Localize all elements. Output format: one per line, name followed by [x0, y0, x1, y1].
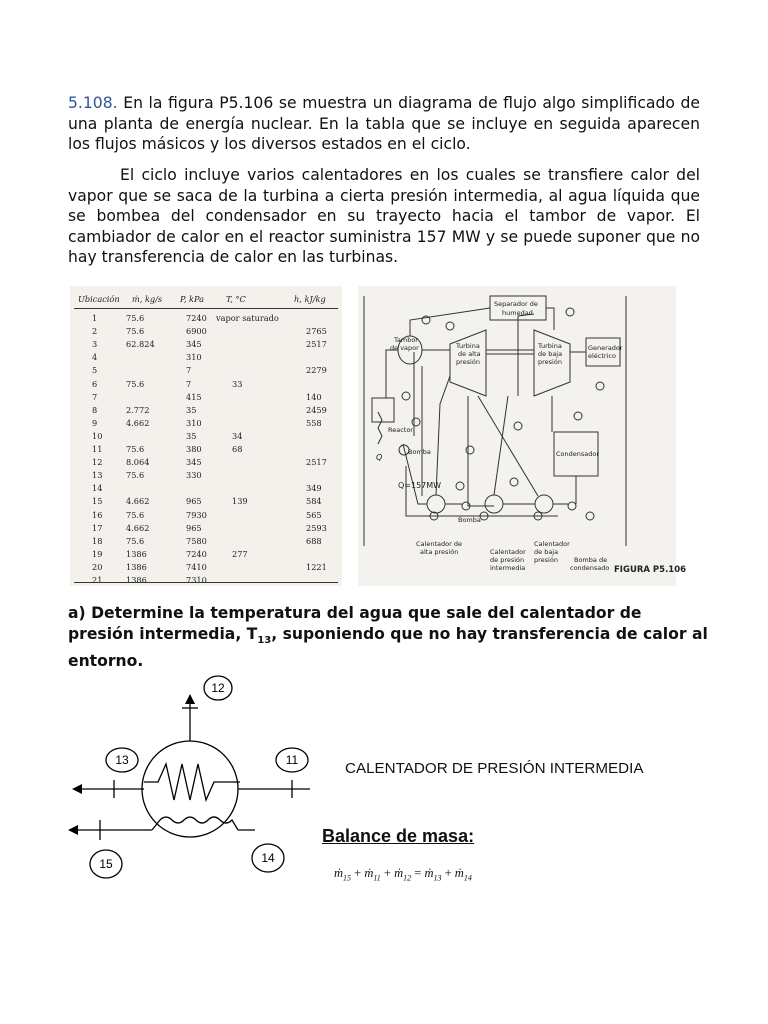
heater-lp-shape: [535, 495, 553, 513]
table-cell: 7: [92, 391, 98, 402]
label-drum-1: Tambor: [394, 336, 418, 344]
equation-operator: +: [351, 866, 365, 880]
table-cell: 34: [232, 430, 243, 441]
node-13-label: 13: [115, 753, 129, 767]
table-cell: 965: [186, 496, 202, 507]
table-cell: 75.6: [126, 378, 145, 389]
table-cell: vapor saturado: [216, 313, 279, 323]
table-cell: 1: [92, 313, 98, 323]
label-drum-2: de vapor: [390, 344, 419, 352]
table-cell: 7410: [186, 561, 207, 572]
table-cell: 13: [92, 470, 103, 481]
table-cell: 35: [186, 430, 197, 441]
table-cell: 11: [92, 444, 103, 454]
state-table: [70, 286, 342, 586]
table-cell: 349: [306, 483, 322, 494]
table-cell: 565: [306, 509, 322, 520]
table-cell: 2459: [306, 404, 327, 415]
table-cell: 330: [186, 470, 202, 481]
heater-title: CALENTADOR DE PRESIÓN INTERMEDIA: [345, 760, 644, 777]
table-cell: 2765: [306, 326, 327, 337]
label-gen-2: eléctrico: [588, 352, 616, 360]
table-cell: 1386: [126, 561, 147, 572]
arrow-up-icon: [185, 694, 195, 704]
table-cell: 75.6: [126, 509, 145, 520]
flow-diagram-figure: [358, 286, 687, 586]
label-pump2: Bomba: [458, 516, 481, 524]
table-cell: 10: [92, 430, 103, 441]
heater-hp-shape: [427, 495, 445, 513]
table-cell: 15: [92, 496, 103, 507]
equation-operator: +: [441, 866, 455, 880]
table-cell: 75.6: [126, 470, 145, 481]
table-cell: 2517: [306, 457, 327, 468]
problem-number: 5.108.: [68, 94, 118, 112]
problem-intro-text: En la figura P5.106 se muestra un diagrama de flujo algo simplificado de una planta de energía nuclear. En la tabla que se incluye en seguida aparecen los flujos másicos y los diversos estados en el ciclo.: [68, 94, 700, 154]
table-cell: 965: [186, 522, 202, 533]
table-cell: 140: [306, 391, 322, 402]
table-cell: 1386: [126, 575, 147, 585]
label-cond-pump-2: condensado: [570, 564, 610, 572]
table-cell: 35: [186, 404, 197, 415]
table-header: Ubicación: [78, 294, 120, 304]
table-cell: 33: [232, 378, 243, 389]
table-cell: 558: [306, 417, 322, 428]
table-cell: 21: [92, 575, 103, 585]
table-cell: 9: [92, 417, 98, 428]
table-cell: 6900: [186, 326, 207, 337]
table-cell: 7580: [186, 535, 207, 546]
question-a-text-end: , suponiendo que no hay transferencia de calor al entorno.: [68, 624, 708, 671]
table-cell: 1386: [126, 548, 147, 559]
table-cell: 12: [92, 457, 103, 468]
table-cell: 345: [186, 457, 202, 468]
heater-coil-upper: [144, 764, 240, 800]
table-cell: 14: [92, 483, 103, 494]
table-cell: 7240: [186, 548, 207, 559]
question-a-subscript: 13: [257, 634, 272, 646]
table-cell: 2.772: [126, 404, 150, 415]
table-cell: 688: [306, 535, 322, 546]
table-cell: 8: [92, 404, 98, 415]
table-cell: 7240: [186, 313, 207, 323]
label-hpt-3: presión: [456, 358, 480, 366]
heater-ip-shape: [485, 495, 503, 513]
label-cond-pump-1: Bomba de: [574, 556, 608, 564]
table-cell: 7: [186, 378, 192, 389]
label-reactor: Reactor: [388, 426, 413, 434]
table-cell: 5: [92, 365, 98, 376]
table-cell: 7: [186, 365, 192, 376]
table-cell: 2517: [306, 339, 327, 350]
equation-mass-flow: ṁ: [364, 866, 374, 880]
equation-mass-flow: ṁ: [424, 866, 434, 880]
table-cell: 19: [92, 548, 103, 559]
problem-body-text: El ciclo incluye varios calentadores en los cuales se transfiere calor del vapor que se saca de la turbina a cierta presión intermedia, al agua líquida que se bombea del condensador en su trayecto hacia el tambor de vapor. El cambiador de calor en el reactor suministra 157 MW y se puede suponer que no hay transferencia de calor en las turbinas.: [68, 166, 700, 267]
label-condenser: Condensador: [556, 450, 600, 458]
label-pump: Bomba: [408, 448, 431, 456]
equation-subscript: 12: [403, 873, 412, 883]
equation-subscript: 11: [373, 873, 381, 883]
label-heater-lp-3: presión: [534, 556, 558, 564]
label-separator-1: Separador de: [494, 300, 538, 308]
table-cell: 415: [186, 391, 202, 402]
label-heater-lp-2: de baja: [534, 548, 559, 556]
equation-operator: +: [380, 866, 395, 880]
label-q-value: Q=157MW: [398, 481, 442, 490]
flow-diagram: [358, 286, 687, 586]
node-12-label: 12: [211, 681, 225, 695]
table-cell: 75.6: [126, 535, 145, 546]
table-cell: 4.662: [126, 496, 150, 507]
table-cell: 310: [186, 352, 202, 363]
equation-subscript: 14: [463, 873, 472, 883]
label-heater-lp-1: Calentador: [534, 540, 570, 548]
problem-body: [68, 165, 700, 268]
arrow-left-icon: [72, 784, 82, 794]
question-a: [68, 603, 708, 672]
problem-intro: [68, 93, 700, 155]
label-heater-ip-1: Calentador: [490, 548, 526, 556]
table-cell: 6: [92, 378, 98, 389]
heater-coil-lower: [152, 817, 238, 830]
table-cell: 4.662: [126, 522, 150, 533]
table-cell: 75.6: [126, 444, 145, 454]
table-cell: 2593: [306, 522, 327, 533]
equation-subscript: 13: [433, 873, 442, 883]
label-heater-hp-2: alta presión: [420, 548, 459, 556]
figure-caption: FIGURA P5.106: [614, 565, 687, 575]
table-header: P, kPa: [180, 294, 205, 304]
table-cell: 75.6: [126, 326, 145, 337]
node-15-label: 15: [99, 857, 113, 871]
label-hpt-2: de alta: [458, 350, 481, 358]
equation-mass-flow: ṁ: [454, 866, 464, 880]
table-cell: 16: [92, 509, 103, 520]
table-cell: 8.064: [126, 457, 150, 468]
label-heater-ip-2: de presión: [490, 556, 525, 564]
table-cell: 1221: [306, 561, 327, 572]
equation-subscript: 15: [343, 873, 352, 883]
table-cell: 68: [232, 444, 243, 454]
equation-operator: =: [411, 866, 425, 880]
label-heater-hp-1: Calentador de: [416, 540, 462, 548]
table-header: ṁ, kg/s: [132, 294, 163, 304]
table-cell: 18: [92, 535, 103, 546]
table-cell: 7930: [186, 509, 207, 520]
table-header: h, kJ/kg: [294, 294, 326, 304]
label-lpt-1: Turbina: [538, 342, 562, 350]
table-cell: 62.824: [126, 339, 155, 350]
label-heater-ip-3: intermedia: [490, 564, 526, 572]
table-cell: 2: [92, 326, 98, 337]
question-a-text: a) Determine la temperatura del agua que sale del calentador de presión intermedia, T: [68, 604, 642, 643]
table-cell: 20: [92, 561, 103, 572]
table-cell: 277: [232, 548, 248, 559]
table-header: T, °C: [226, 294, 246, 304]
label-lpt-3: presión: [538, 358, 562, 366]
table-cell: 3: [92, 339, 98, 350]
label-q: Q: [376, 453, 383, 462]
table-cell: 4: [92, 352, 98, 363]
arrow-left-icon-2: [68, 825, 78, 835]
heater-sketch: [60, 670, 320, 900]
table-cell: 2279: [306, 365, 327, 376]
label-hpt-1: Turbina: [456, 342, 480, 350]
table-cell: 584: [306, 496, 322, 507]
equation-mass-flow: ṁ: [334, 866, 344, 880]
label-gen-1: Generador: [588, 344, 623, 352]
node-14-label: 14: [261, 851, 275, 865]
table-cell: 345: [186, 339, 202, 350]
label-separator-2: humedad: [502, 309, 533, 317]
table-cell: 7310: [186, 575, 207, 585]
table-cell: 139: [232, 496, 248, 507]
table-cell: 4.662: [126, 417, 150, 428]
label-lpt-2: de baja: [538, 350, 563, 358]
equation-mass-flow: ṁ: [394, 866, 404, 880]
table-cell: 17: [92, 522, 103, 533]
table-cell: 75.6: [126, 313, 145, 323]
balance-title: Balance de masa:: [322, 826, 475, 846]
table-cell: 380: [186, 444, 202, 454]
node-11-label: 11: [285, 753, 299, 767]
mass-balance-equation: [334, 866, 472, 883]
table-cell: 310: [186, 417, 202, 428]
